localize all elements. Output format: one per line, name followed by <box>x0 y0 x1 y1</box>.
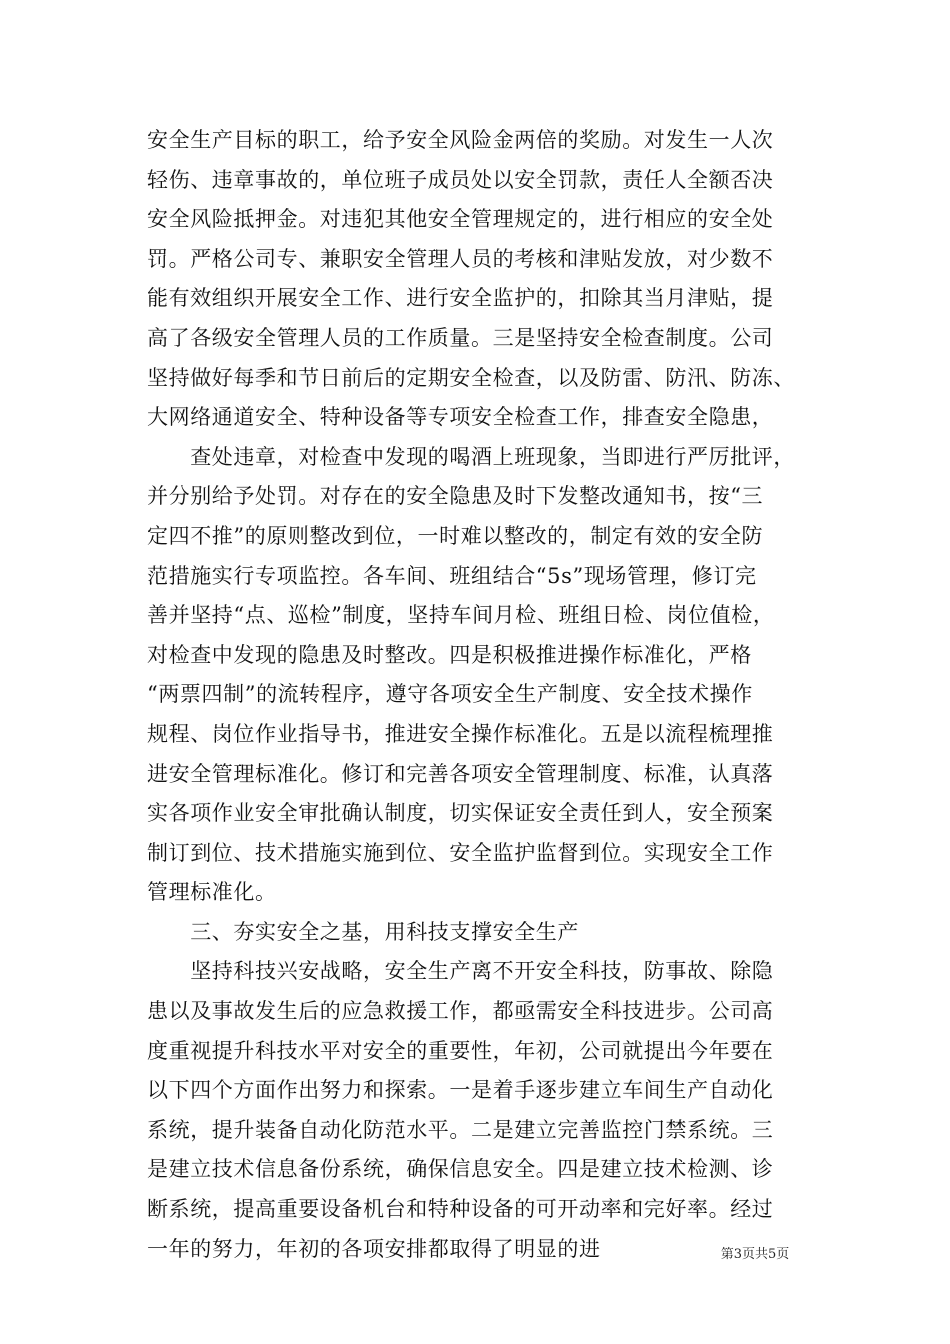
text-line: 大网络通道安全、特种设备等专项安全检查工作，排查安全隐患， <box>147 405 774 430</box>
text-line: 轻伤、违章事故的，单位班子成员处以安全罚款，责任人全额否决 <box>147 167 774 192</box>
text-line: 一年的努力，年初的各项安排都取得了明显的进 <box>147 1236 601 1261</box>
text-line: 罚。严格公司专、兼职安全管理人员的考核和津贴发放，对少数不 <box>147 246 774 271</box>
text-line: 安全风险抵押金。对违犯其他安全管理规定的，进行相应的安全处 <box>147 207 774 232</box>
text-line: 实各项作业安全审批确认制度，切实保证安全责任到人，安全预案 <box>147 801 774 826</box>
text-line: 系统，提升装备自动化防范水平。二是建立完善监控门禁系统。三 <box>147 1117 774 1142</box>
text-line: 能有效组织开展安全工作、进行安全监护的，扣除其当月津贴，提 <box>147 286 774 311</box>
text-line: 规程、岗位作业指导书，推进安全操作标准化。五是以流程梳理推 <box>147 721 774 746</box>
text-line: 善并坚持“点、巡检”制度，坚持车间月检、班组日检、岗位值检， <box>147 603 775 628</box>
text-line: 定四不推”的原则整改到位，一时难以整改的，制定有效的安全防 <box>147 523 764 548</box>
text-line: 范措施实行专项监控。各车间、班组结合“5s”现场管理，修订完 <box>147 563 757 588</box>
document-body <box>147 121 817 1269</box>
text-line: 高了各级安全管理人员的工作质量。三是坚持安全检查制度。公司 <box>147 325 774 350</box>
text-line: 安全生产目标的职工，给予安全风险金两倍的奖励。对发生一人次 <box>147 128 774 152</box>
text-line: 断系统，提高重要设备机台和特种设备的可开动率和完好率。经过 <box>147 1197 774 1222</box>
text-line: 患以及事故发生后的应急救援工作，都亟需安全科技进步。公司高 <box>147 999 774 1024</box>
section-heading: 三、夯实安全之基，用科技支撑安全生产 <box>147 919 579 944</box>
text-line: 进安全管理标准化。修订和完善各项安全管理制度、标准，认真落 <box>147 761 774 786</box>
text-line: 坚持做好每季和节日前后的定期安全检查，以及防雷、防汛、防冻、 <box>147 365 795 390</box>
text-line: 坚持科技兴安战略，安全生产离不开安全科技，防事故、除隐 <box>147 959 774 984</box>
text-line: “两票四制”的流转程序，遵守各项安全生产制度、安全技术操作 <box>147 682 753 707</box>
text-line: 管理标准化。 <box>147 880 277 905</box>
text-line: 制订到位、技术措施实施到位、安全监护监督到位。实现安全工作 <box>147 840 774 865</box>
page-number-footer: 第3页共5页 <box>720 1247 790 1262</box>
text-line: 度重视提升科技水平对安全的重要性，年初，公司就提出今年要在 <box>147 1038 774 1063</box>
text-line: 以下四个方面作出努力和探索。一是着手逐步建立车间生产自动化 <box>147 1078 774 1103</box>
text-line: 并分别给予处罚。对存在的安全隐患及时下发整改通知书，按“三 <box>147 484 764 509</box>
text-line: 是建立技术信息备份系统，确保信息安全。四是建立技术检测、诊 <box>147 1157 774 1182</box>
text-line: 对检查中发现的隐患及时整改。四是积极推进操作标准化，严格 <box>147 642 752 667</box>
text-line: 查处违章，对检查中发现的喝酒上班现象，当即进行严厉批评， <box>147 444 795 469</box>
